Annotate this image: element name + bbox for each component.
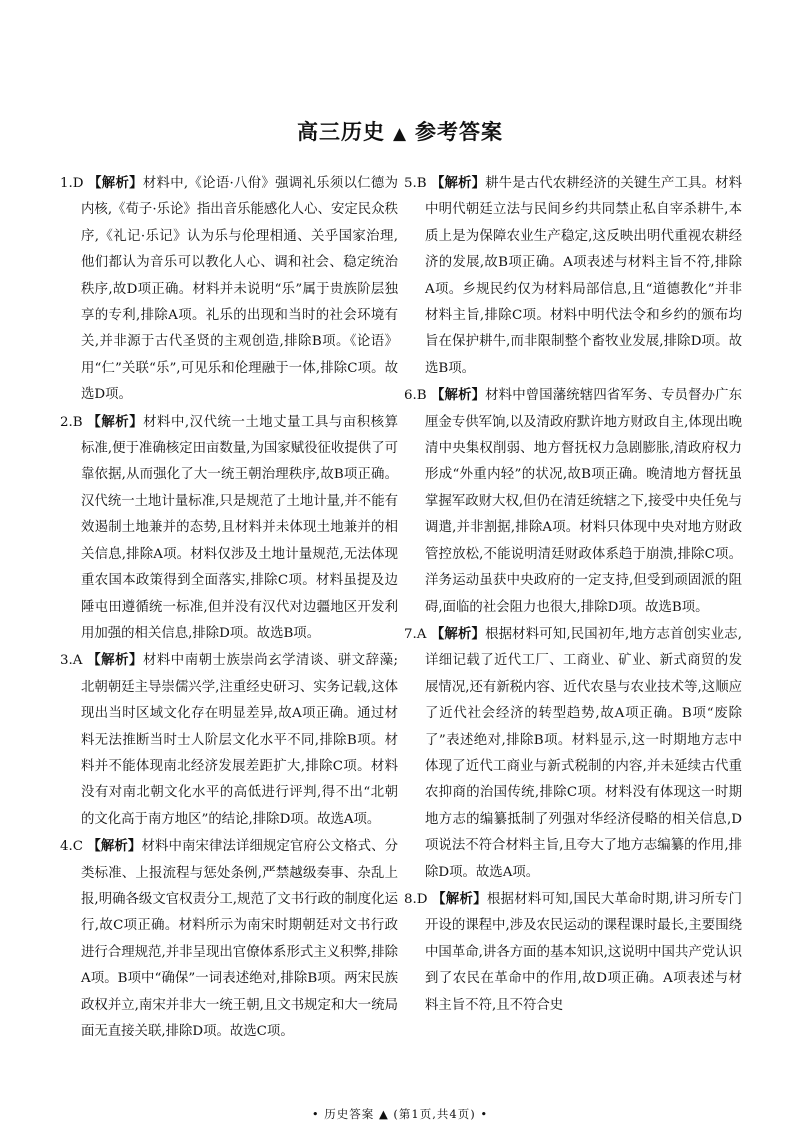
answer-number: 2.B [60, 414, 83, 430]
right-column [404, 170, 742, 1019]
analysis-tag: 【解析】 [431, 387, 486, 404]
answer-number: 8.D [404, 891, 428, 907]
answer-item [404, 170, 742, 382]
answer-text: 材料中南宋律法详细规定官府公文格式、分类标准、上报流程与惩处条例,严禁越级奏事、杂乱上报,明确各级文官权责分工,规范了文书行政的制度化运行,故C项正确。材料所示为南宋时期朝廷对文书行政进行合理规范,并非呈现出官僚体系形式主义积弊,排除A项。B项中“确保”一词表述绝对,排除B项。两宋民族政权并立,南宋并非大一统王朝,且文书规定和大一统局面无直接关联,排除D项。故选C项。 [81, 839, 399, 1039]
answer-text: 材料中,《论语·八佾》强调礼乐须以仁德为内核,《荀子·乐论》指出音乐能感化人心、安定民众秩序,《礼记·乐记》认为乐与伦理相通、关乎国家治理,他们都认为音乐可以教化人心、调和社会、稳定统治秩序,故D项正确。材料并未说明“乐”属于贵族阶层独享的专利,排除A项。礼乐的出现和当时的社会环境有关,并非源于古代圣贤的主观创造,排除B项。《论语》用“仁”关联“乐”,可见乐和伦理融于一体,排除C项。故选D项。 [81, 176, 398, 403]
answer-number: 4.C [60, 839, 84, 855]
page-footer: • 历史答案 ▲ (第1页,共4页) • [311, 1107, 489, 1121]
answer-item [60, 409, 398, 648]
answer-item [404, 382, 742, 621]
analysis-tag: 【解析】 [87, 413, 144, 430]
answer-number: 3.A [60, 653, 83, 669]
analysis-tag: 【解析】 [87, 652, 143, 669]
title-right: 参考答案 [415, 120, 504, 144]
answer-item [60, 647, 398, 833]
answer-item [404, 886, 742, 1019]
answer-item [404, 621, 742, 886]
title-left: 高三历史 [296, 120, 385, 144]
answer-number: 1.D [60, 176, 84, 191]
answer-number: 7.A [404, 626, 427, 642]
answer-item [60, 170, 398, 409]
analysis-tag: 【解析】 [87, 838, 142, 855]
answer-text: 耕牛是古代农耕经济的关键生产工具。材料中明代朝廷立法与民间乡约共同禁止私自宰杀耕牛,本质上是为保障农业生产稳定,这反映出明代重视农耕经济的发展,故B项正确。A项表述与材料主旨不符,排除A项。乡规民约仅为材料局部信息,且“道德教化”并非材料主旨,排除C项。材料中明代法令和乡约的颁布均旨在保护耕牛,而非限制整个畜牧业发展,排除D项。故选B项。 [425, 176, 743, 376]
answer-text: 根据材料可知,国民大革命时期,讲习所专门开设的课程中,涉及农民运动的课程课时最长,主要围绕中国革命,讲各方面的基本知识,这说明中国共产党认识到了农民在革命中的作用,故D项正确。A项表述与材料主旨不符,且不符合史 [425, 891, 742, 1013]
page-title [0, 116, 800, 146]
answer-number: 6.B [404, 388, 427, 404]
answer-text: 材料中曾国藩统辖四省军务、专员督办广东厘金专供军饷,以及清政府默许地方财政自主,体现出晚清中央集权削弱、地方督抚权力急剧膨胀,清政府权力形成“外重内轻”的状况,故B项正确。晚清地方督抚虽掌握军政财大权,但仍在清廷统辖之下,接受中央任免与调遣,并非割据,排除A项。材料只体现中央对地方财政管控放松,不能说明清廷财政体系趋于崩溃,排除C项。洋务运动虽获中央政府的一定支持,但受到顽固派的阻碍,面临的社会阻力也很大,排除D项。故选B项。 [425, 388, 743, 615]
left-column [60, 170, 398, 1045]
answer-item [60, 833, 398, 1045]
answer-text: 材料中南朝士族崇尚玄学清谈、骈文辞藻;北朝朝廷主导崇儒兴学,注重经史研习、实务记载,这体现出当时区域文化存在明显差异,故A项正确。通过材料无法推断当时士人阶层文化水平不同,排除B项。材料并不能体现南北经济发展差距扩大,排除C项。材料没有对南北朝文化水平的高低进行评判,得不出“北朝的文化高于南方地区”的结论,排除D项。故选A项。 [81, 653, 399, 827]
analysis-tag: 【解析】 [88, 175, 143, 191]
analysis-tag: 【解析】 [432, 890, 487, 907]
analysis-tag: 【解析】 [431, 175, 486, 191]
answer-number: 5.B [404, 176, 427, 191]
answer-text: 根据材料可知,民国初年,地方志首创实业志,详细记载了近代工厂、工商业、矿业、新式商贸的发展情况,还有新税内容、近代农垦与农业技术等,这顺应了近代社会经济的转型趋势,故A项正确。B项“废除了”表述绝对,排除B项。材料显示,这一时期地方志中体现了近代工商业与新式税制的内容,并未延续古代重农抑商的治国传统,排除C项。材料没有体现这一时期地方志的编纂抵制了列强对华经济侵略的相关信息,D项说法不符合材料主旨,且夸大了地方志编纂的作用,排除D项。故选A项。 [425, 626, 742, 880]
answer-text: 材料中,汉代统一土地丈量工具与亩积核算标准,便于准确核定田亩数量,为国家赋役征收提供了可靠依据,从而强化了大一统王朝治理秩序,故B项正确。汉代统一土地计量标准,只是规范了土地计量,并不能有效遏制土地兼并的态势,且材料并未体现土地兼并的相关信息,排除A项。材料仅涉及土地计量规范,无法体现重农国本政策得到全面落实,排除C项。材料虽提及边陲屯田遵循统一标准,但并没有汉代对边疆地区开发利用加强的相关信息,排除D项。故选B项。 [81, 414, 398, 641]
analysis-tag: 【解析】 [430, 625, 486, 642]
triangle-icon: ▲ [392, 124, 408, 144]
